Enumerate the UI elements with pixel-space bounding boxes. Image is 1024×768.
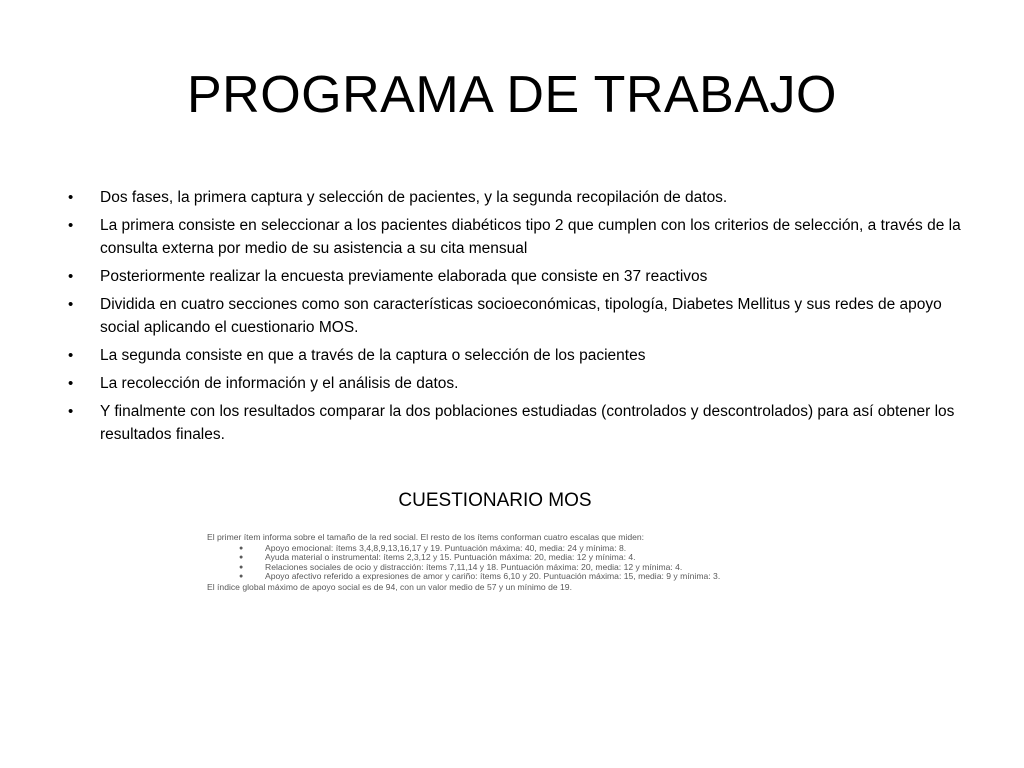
bullet-item: • La segunda consiste en que a través de la captura o selección de los pacientes	[78, 344, 963, 367]
snippet-item: ● Apoyo emocional: ítems 3,4,8,9,13,16,17 y 19. Puntuación máxima: 40, media: 24 y mínima: 8.	[207, 544, 769, 554]
snippet-item: ● Ayuda material o instrumental: ítems 2,3,12 y 15. Puntuación máxima: 20, media: 12 y mínima: 4.	[207, 553, 769, 563]
snippet-list	[207, 544, 769, 582]
bullet-item: • Posteriormente realizar la encuesta previamente elaborada que consiste en 37 reactivos	[78, 265, 963, 288]
bullet-item: • La recolección de información y el análisis de datos.	[78, 372, 963, 395]
snippet-intro: El primer ítem informa sobre el tamaño de la red social. El resto de los ítems conforman cuatro escalas que miden:	[207, 533, 645, 542]
snippet-item: ● Relaciones sociales de ocio y distracción: ítems 7,11,14 y 18. Puntuación máxima: 20, media: 12 y mínima: 4.	[207, 563, 769, 573]
bullet-item: • La primera consiste en seleccionar a los pacientes diabéticos tipo 2 que cumplen con los criterios de selección, a través de la consulta externa por medio de su asistencia a su cita mensual	[78, 214, 963, 260]
bullet-item: • Y finalmente con los resultados comparar la dos poblaciones estudiadas (controlados y descontrolados) para así obtener los resultados finales.	[78, 400, 963, 446]
bullet-item: • Dividida en cuatro secciones como son características socioeconómicas, tipología, Diabetes Mellitus y sus redes de apoyo social aplicando el cuestionario MOS.	[78, 293, 963, 339]
bullet-item: • Dos fases, la primera captura y selección de pacientes, y la segunda recopilación de datos.	[78, 186, 963, 209]
snippet-outro: El índice global máximo de apoyo social es de 94, con un valor medio de 57 y un mínimo de 19.	[207, 581, 572, 592]
section-subheading: CUESTIONARIO MOS	[398, 490, 592, 511]
bullet-list	[78, 186, 963, 451]
questionnaire-image	[207, 533, 769, 643]
slide-title: PROGRAMA DE TRABAJO	[186, 66, 837, 124]
snippet-item: ● Apoyo afectivo referido a expresiones de amor y cariño: ítems 6,10 y 20. Puntuación máxima: 15, media: 9 y mínima: 3.	[207, 572, 769, 582]
